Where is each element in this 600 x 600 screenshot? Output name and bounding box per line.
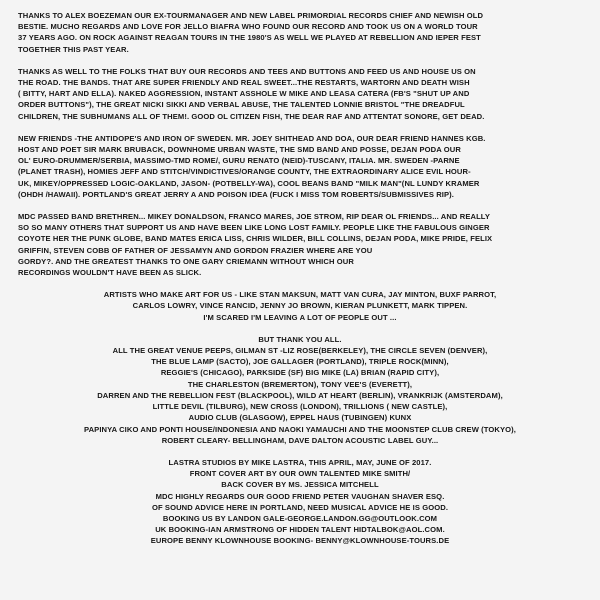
paragraph-6 (18, 334, 582, 446)
paragraph-5 (18, 289, 582, 323)
text-line: ARTISTS WHO MAKE ART FOR US - LIKE STAN MAKSUN, MATT VAN CURA, JAY MINTON, BUXF PARROT, (103, 290, 497, 300)
text-line: THANKS AS WELL TO THE FOLKS THAT BUY OUR RECORDS AND TEES AND BUTTONS AND FEED US AND HOUSE US ON (18, 66, 476, 76)
text-line: BACK COVER BY MS. JESSICA MITCHELL (221, 480, 379, 490)
paragraph-4 (18, 211, 582, 278)
text-line: COYOTE HER THE PUNK GLOBE, BAND MATES ERICA LISS, CHRIS WILDER, BILL COLLINS, DEJAN PODA, MIKE PRIDE, FELIX (18, 234, 493, 244)
text-line: ALL THE GREAT VENUE PEEPS, GILMAN ST -LIZ ROSE(BERKELEY), THE CIRCLE SEVEN (DENVER), (112, 346, 488, 356)
text-line: BOOKING US BY LANDON GALE-GEORGE.LANDON.GG@OUTLOOK.COM (162, 513, 438, 523)
text-line: AUDIO CLUB (GLASGOW), EPPEL HAUS (TUBINGEN) KUNX (188, 413, 412, 423)
text-line: THE CHARLESTON (BREMERTON), TONY VEE'S (EVERETT), (187, 379, 413, 389)
text-line: BESTIE. MUCHO REGARDS AND LOVE FOR JELLO BIAFRA WHO FOUND OUR RECORD AND TOOK US ON A WORLD TOUR (18, 22, 478, 32)
text-line: NEW FRIENDS -THE ANTIDOPE'S AND IRON OF SWEDEN. MR. JOEY SHITHEAD AND DOA, OUR DEAR FRIEND HANNES KGB. (18, 133, 486, 143)
text-line: THE BLUE LAMP (SACTO), JOE GALLAGER (PORTLAND), TRIPLE ROCK(MINN), (151, 357, 449, 367)
text-line: DARREN AND THE REBELLION FEST (BLACKPOOL), WILD AT HEART (BERLIN), VRANKRIJK (AMSTERDAM), (97, 390, 503, 400)
text-line: CHILDREN, THE SUBHUMANS ALL OF THEM!. GOOD OL CITIZEN FISH, THE DEAR RAF AND ATTENTAT SONORE, GET DEAD. (18, 111, 485, 121)
text-line: SO SO MANY OTHERS THAT SUPPORT US AND HAVE BEEN LIKE LONG LOST FAMILY. PEOPLE LIKE THE FABULOUS GINGER (18, 223, 490, 233)
text-line: UK, MIKEY/OPPRESSED LOGIC-OAKLAND, JASON- (POTBELLY-WA), COOL BEANS BAND "MILK MAN"(NL LUNDY KRAMER (18, 178, 480, 188)
text-line: LASTRA STUDIOS BY MIKE LASTRA, THIS APRIL, MAY, JUNE OF 2017. (168, 457, 432, 467)
text-line: I'M SCARED I'M LEAVING A LOT OF PEOPLE OUT ... (203, 312, 397, 322)
text-line: LITTLE DEVIL (TILBURG), NEW CROSS (LONDON), TRILLIONS ( NEW CASTLE), (152, 402, 448, 412)
text-line: BUT THANK YOU ALL. (258, 334, 342, 344)
text-line: GRIFFIN, STEVEN COBB OF FATHER OF JESSAMYN AND GORDON FRAZIER WHERE ARE YOU (18, 245, 373, 255)
text-line: OL' EURO-DRUMMER/SERBIA, MASSIMO-TMD ROME/, GURU RENATO (NEID)-TUSCANY, ITALIA. MR. SWEDEN -PARNE (18, 156, 460, 166)
text-line: ( BITTY, HART AND ELLA). NAKED AGGRESSION, INSTANT ASSHOLE W MIKE AND LEASA CATERA (FB'S "SHUT UP AND (18, 89, 470, 99)
text-line: CARLOS LOWRY, VINCE RANCID, JENNY JO BROWN, KIERAN PLUNKETT, MARK TIPPEN. (132, 301, 468, 311)
text-line: GORDY?. AND THE GREATEST THANKS TO ONE GARY CRIEMANN WITHOUT WHICH OUR (18, 256, 354, 266)
paragraph-2 (18, 66, 582, 122)
text-line: FRONT COVER ART BY OUR OWN TALENTED MIKE SMITH/ (189, 469, 411, 479)
text-line: PAPINYA CIKO AND PONTI HOUSE/INDONESIA AND NAOKI YAMAUCHI AND THE MOONSTEP CLUB CREW (TOKYO), (83, 424, 517, 434)
text-line: RECORDINGS WOULDN'T HAVE BEEN AS SLICK. (18, 268, 202, 278)
text-line: ORDER BUTTONS"), THE GREAT NICKI SIKKI AND VERBAL ABUSE, THE TALENTED LONNIE BRISTOL "THE DREADFUL (18, 100, 465, 110)
text-line: EUROPE BENNY KLOWNHOUSE BOOKING- BENNY@KLOWNHOUSE-TOURS.DE (150, 536, 450, 546)
text-line: MDC PASSED BAND BRETHREN... MIKEY DONALDSON, FRANCO MARES, JOE STROM, RIP DEAR OL FRIENDS... AND REALLY (18, 212, 491, 222)
text-line: TOGETHER THIS PAST YEAR. (18, 44, 129, 54)
paragraph-3 (18, 133, 582, 200)
text-line: HOST AND POET SIR MARK BRUBACK, DOWNHOME URBAN WASTE, THE SMD BAND AND POSSE, DEJAN PODA OUR (18, 145, 461, 155)
text-line: REGGIE'S (CHICAGO), PARKSIDE (SF) BIG MIKE (LA) BRIAN (RAPID CITY), (160, 368, 440, 378)
liner-notes-text (18, 10, 582, 547)
text-line: THANKS TO ALEX BOEZEMAN OUR EX-TOURMANAGER AND NEW LABEL PRIMORDIAL RECORDS CHIEF AND NEWISH OLD (18, 11, 484, 20)
text-line: 37 YEARS AGO. ON ROCK AGAINST REAGAN TOURS IN THE 1980'S AS WELL WE PLAYED AT REBELLION AND IEPER FEST (18, 33, 481, 43)
text-line: MDC HIGHLY REGARDS OUR GOOD FRIEND PETER VAUGHAN SHAVER ESQ. (155, 491, 445, 501)
text-line: (OHDH /HAWAII). PORTLAND'S GREAT JERRY A AND POISON IDEA (FUCK I MISS TOM ROBERTS/SUBMISSIVES RIP). (18, 189, 454, 199)
text-line: (PLANET TRASH), HOMIES JEFF AND STITCH/VINDICTIVES/ORANGE COUNTY, THE EXTRAORDINARY ALICE EVIL HOUR- (18, 167, 471, 177)
text-line: OF SOUND ADVICE HERE IN PORTLAND, NEED MUSICAL ADVICE HE IS GOOD. (151, 502, 449, 512)
text-line: THE ROAD. THE BANDS. THAT ARE SUPER FRIENDLY AND REAL SWEET...THE RESTARTS, WARTORN AND DEATH WISH (18, 78, 470, 88)
paragraph-7 (18, 457, 582, 547)
text-line: ROBERT CLEARY- BELLINGHAM, DAVE DALTON ACOUSTIC LABEL GUY... (161, 435, 439, 445)
text-line: UK BOOKING-IAN ARMSTRONG OF HIDDEN TALENT HIDTALBOK@AOL.COM. (155, 525, 445, 535)
paragraph-1 (18, 10, 582, 55)
